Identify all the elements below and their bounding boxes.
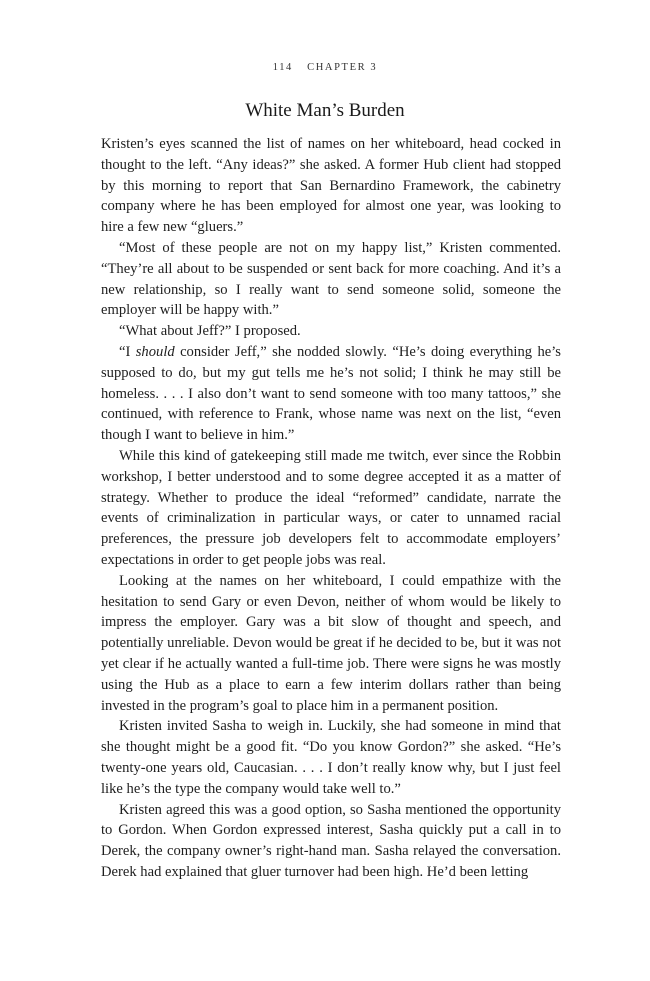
page-number: 114 xyxy=(272,62,293,73)
paragraph-4-lead: “I xyxy=(119,343,136,360)
paragraph-7: Kristen invited Sasha to weigh in. Luckily, she had someone in mind that she thought might be a good fit. “Do you know Gordon?” she asked. “He’s twenty-one years old, Caucasian. . . . I don’t really know why, but I just feel like he’s the type the company would take well to.” xyxy=(101,718,561,797)
chapter-label: CHAPTER 3 xyxy=(307,62,378,73)
section-title: White Man’s Burden xyxy=(245,100,405,121)
paragraph-6: Looking at the names on her whiteboard, I could empathize with the hesitation to send Gary or even Devon, neither of whom would be likely to impress the employer. Gary was a bit slow of thought and speech, and potentially unreliable. Devon would be great if he decided to be, but it was not yet clear if he actually wanted a full-time job. There were signs he was mostly using the Hub as a place to earn a few interim dollars rather than being invested in the program’s goal to place him in a permanent position. xyxy=(101,572,561,714)
paragraph-2: “Most of these people are not on my happy list,” Kristen commented. “They’re all about to be suspended or sent back for more coaching. And it’s a new relationship, so I really want to send someone solid, someone the employer will be happy with.” xyxy=(101,239,561,319)
body-text xyxy=(101,134,561,883)
paragraph-3: “What about Jeff?” I proposed. xyxy=(119,323,301,340)
paragraph-8: Kristen agreed this was a good option, so Sasha mentioned the opportunity to Gordon. When Gordon expressed interest, Sasha quickly put a call in to Derek, the company owner’s right-hand man. Sasha relayed the conversation. Derek had explained that gluer turnover had been high. He’d been letting xyxy=(101,801,561,880)
paragraph-1: Kristen’s eyes scanned the list of names on her whiteboard, head cocked in thought to the left. “Any ideas?” she asked. A former Hub client had stopped by this morning to report that San Bernardino Framework, the cabinetry company where he has been employed for almost one year, was looking to hire a few new “gluers.” xyxy=(101,136,561,236)
paragraph-4 xyxy=(101,342,561,446)
emphasized-word: should xyxy=(135,343,175,360)
running-head xyxy=(0,62,650,73)
paragraph-4-rest: consider Jeff,” she nodded slowly. “He’s doing everything he’s supposed to do, but my gut tells me he’s not solid; I think he may still be homeless. . . . I also don’t want to send someone with too many tattoos,” she continued, with reference to Frank, whose name was next on the list, “even though I want to believe in him.” xyxy=(101,343,561,444)
paragraph-5: While this kind of gatekeeping still made me twitch, ever since the Robbin workshop, I better understood and to some degree accepted it as a matter of strategy. Whether to produce the ideal “reformed” candidate, narrate the events of criminalization in particular ways, or cater to unnamed racial preferences, the pressure job developers felt to accommodate employers’ expectations in order to get people jobs was real. xyxy=(101,447,561,568)
